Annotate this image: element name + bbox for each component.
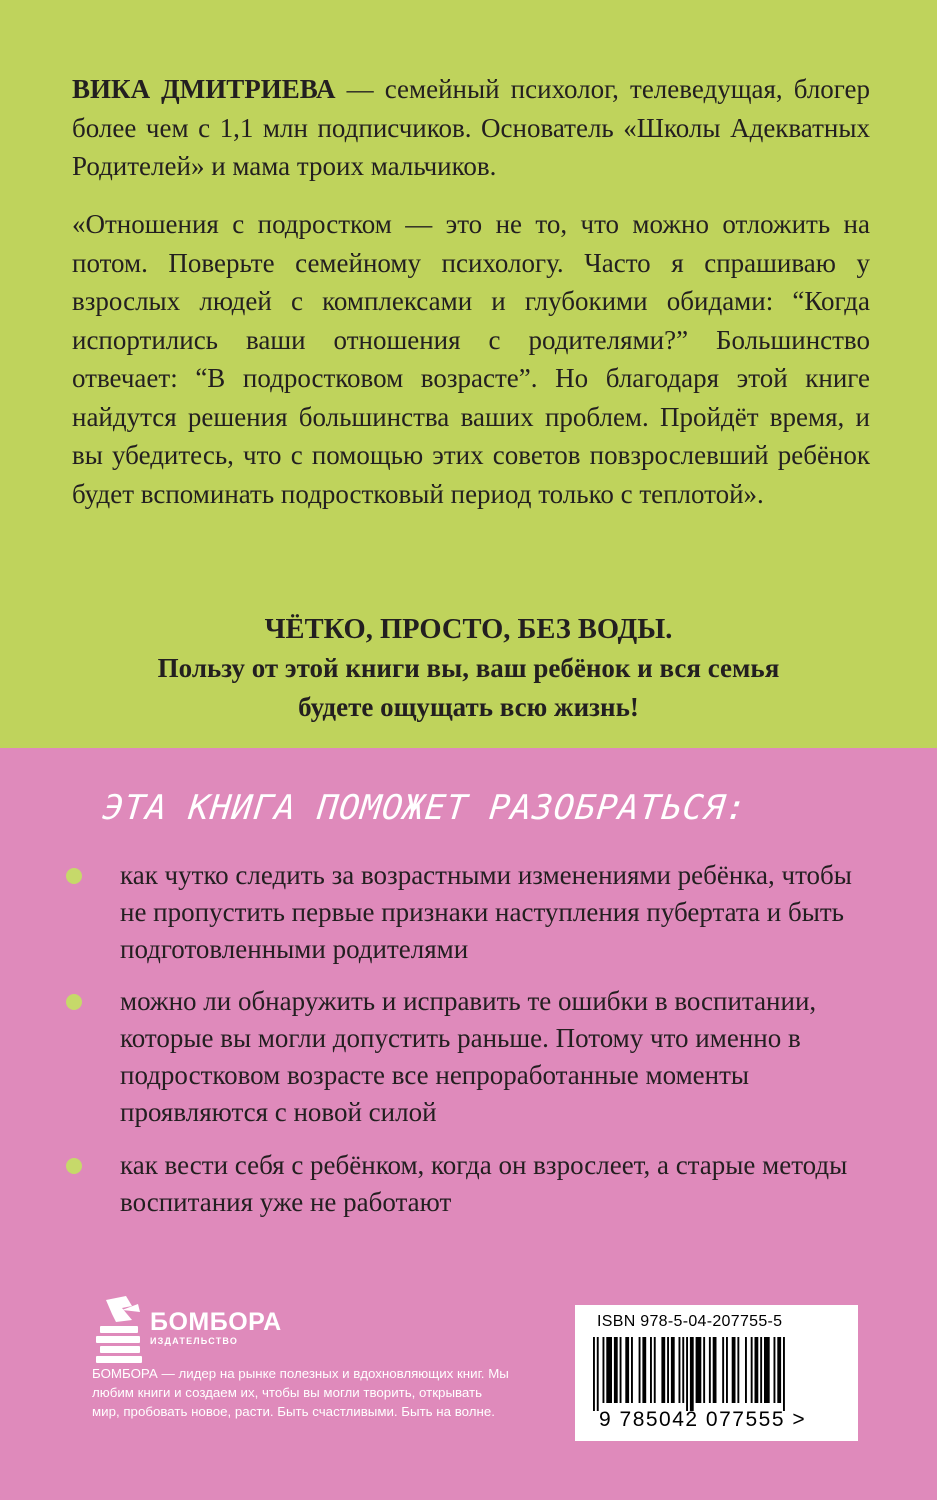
- barcode-bar: [783, 1337, 785, 1411]
- barcode-box: [575, 1305, 858, 1441]
- author-quote: «Отношения с подростком — это не то, что можно отложить на потом. Поверьте семейному психологу. Часто я спрашиваю у взрослых людей с комплексами и глубокими обидами: “Когда испортились ваши отношения с родителями?” Большинство отвечает: “В подростковом возрасте”. Но благодаря этой книге найдутся решения большинства ваших проблем. Пройдёт время, и вы убедитесь, что с помощью этих советов повзрослевший ребёнок будет вспоминать подростковый период только с теплотой».: [72, 209, 870, 509]
- tagline-line-3: будете ощущать всю жизнь!: [298, 692, 639, 722]
- author-paragraph: [72, 70, 870, 186]
- barcode-bar: [603, 1337, 605, 1403]
- bullet-dot-icon: [66, 868, 82, 884]
- barcode-bar: [732, 1337, 736, 1403]
- bullet-text: как чутко следить за возрастными изменениями ребёнка, чтобы не пропустить первые признаки наступления пубертата и быть подготовленными родителями: [120, 860, 852, 964]
- publisher-blurb: БОМБОРА — лидер на рынке полезных и вдохновляющих книг. Мы любим книги и создаем их, чтобы вы могли творить, открывать мир, пробовать новое, расти. Быть счастливыми. Быть на волне.: [92, 1366, 509, 1419]
- bullet-dot-icon: [66, 994, 82, 1010]
- isbn-label: ISBN 978-5-04-207755-5: [597, 1313, 783, 1330]
- barcode-bar: [690, 1337, 694, 1411]
- bullet-item: [120, 983, 860, 1131]
- barcode-bar: [631, 1337, 633, 1403]
- bullet-item: [120, 1147, 860, 1221]
- bullet-text: как вести себя с ребёнком, когда он взрослеет, а старые методы воспитания уже не работают: [120, 1150, 848, 1217]
- barcode-bar: [703, 1337, 705, 1403]
- publisher-logo-icon: [92, 1292, 148, 1364]
- barcode-bar: [745, 1337, 747, 1403]
- barcode-bar: [764, 1337, 770, 1403]
- author-name: ВИКА ДМИТРИЕВА: [72, 74, 336, 104]
- barcode-bar: [625, 1337, 629, 1403]
- barcode-bar: [696, 1337, 702, 1403]
- barcode-bar: [620, 1337, 622, 1403]
- bullet-text: можно ли обнаружить и исправить те ошибки в воспитании, которые вы могли допустить раньше. Потому что именно в подростковом возрасте все непроработанные моменты проявляются с новой силой: [120, 986, 817, 1127]
- barcode-bar: [642, 1337, 646, 1403]
- barcode-bar: [593, 1337, 595, 1411]
- barcode-bar: [654, 1337, 656, 1403]
- barcode-bar: [671, 1337, 675, 1403]
- barcode-bar: [760, 1337, 762, 1403]
- tagline-line-1: ЧЁТКО, ПРОСТО, БЕЗ ВОДЫ.: [264, 614, 673, 645]
- barcode-bar: [614, 1337, 618, 1403]
- barcode-bar: [661, 1337, 665, 1403]
- barcode-digits: 9 785042 077555 >: [599, 1408, 807, 1431]
- publisher-name: БОМБОРА: [150, 1308, 282, 1336]
- barcode-bar: [679, 1337, 681, 1403]
- barcode-bar: [667, 1337, 669, 1403]
- barcode-bar: [686, 1337, 688, 1411]
- barcode-bar: [650, 1337, 652, 1403]
- barcode-bar: [774, 1337, 776, 1403]
- barcode-bar: [709, 1337, 711, 1403]
- tagline: [60, 610, 877, 727]
- barcode-icon: [593, 1337, 841, 1411]
- top-section: [0, 0, 937, 748]
- section-heading: ЭТА КНИГА ПОМОЖЕТ РАЗОБРАТЬСЯ:: [100, 788, 750, 828]
- barcode-bar: [737, 1337, 739, 1403]
- barcode-bar: [777, 1337, 781, 1403]
- publisher-sub: ИЗДАТЕЛЬСТВО: [150, 1336, 239, 1346]
- author-bio: — семейный психолог, телеведущая, блогер более чем с 1,1 млн подписчиков. Основатель «Школы Адекватных Родителей» и мама троих мальчиков.: [72, 74, 870, 181]
- barcode-bar: [755, 1337, 759, 1403]
- bullet-dot-icon: [66, 1158, 82, 1174]
- barcode-bar: [722, 1337, 724, 1403]
- tagline-line-2: Пользу от этой книги вы, ваш ребёнок и вся семья: [157, 653, 780, 683]
- barcode-bar: [751, 1337, 753, 1403]
- barcode-bar: [713, 1337, 717, 1403]
- barcode-bar: [682, 1337, 684, 1403]
- barcode-bar: [726, 1337, 728, 1403]
- bullet-item: [120, 857, 860, 968]
- publisher-logo: [92, 1292, 282, 1364]
- barcode-bar: [597, 1337, 599, 1411]
- barcode-bar: [639, 1337, 641, 1403]
- barcode-bar: [606, 1337, 612, 1403]
